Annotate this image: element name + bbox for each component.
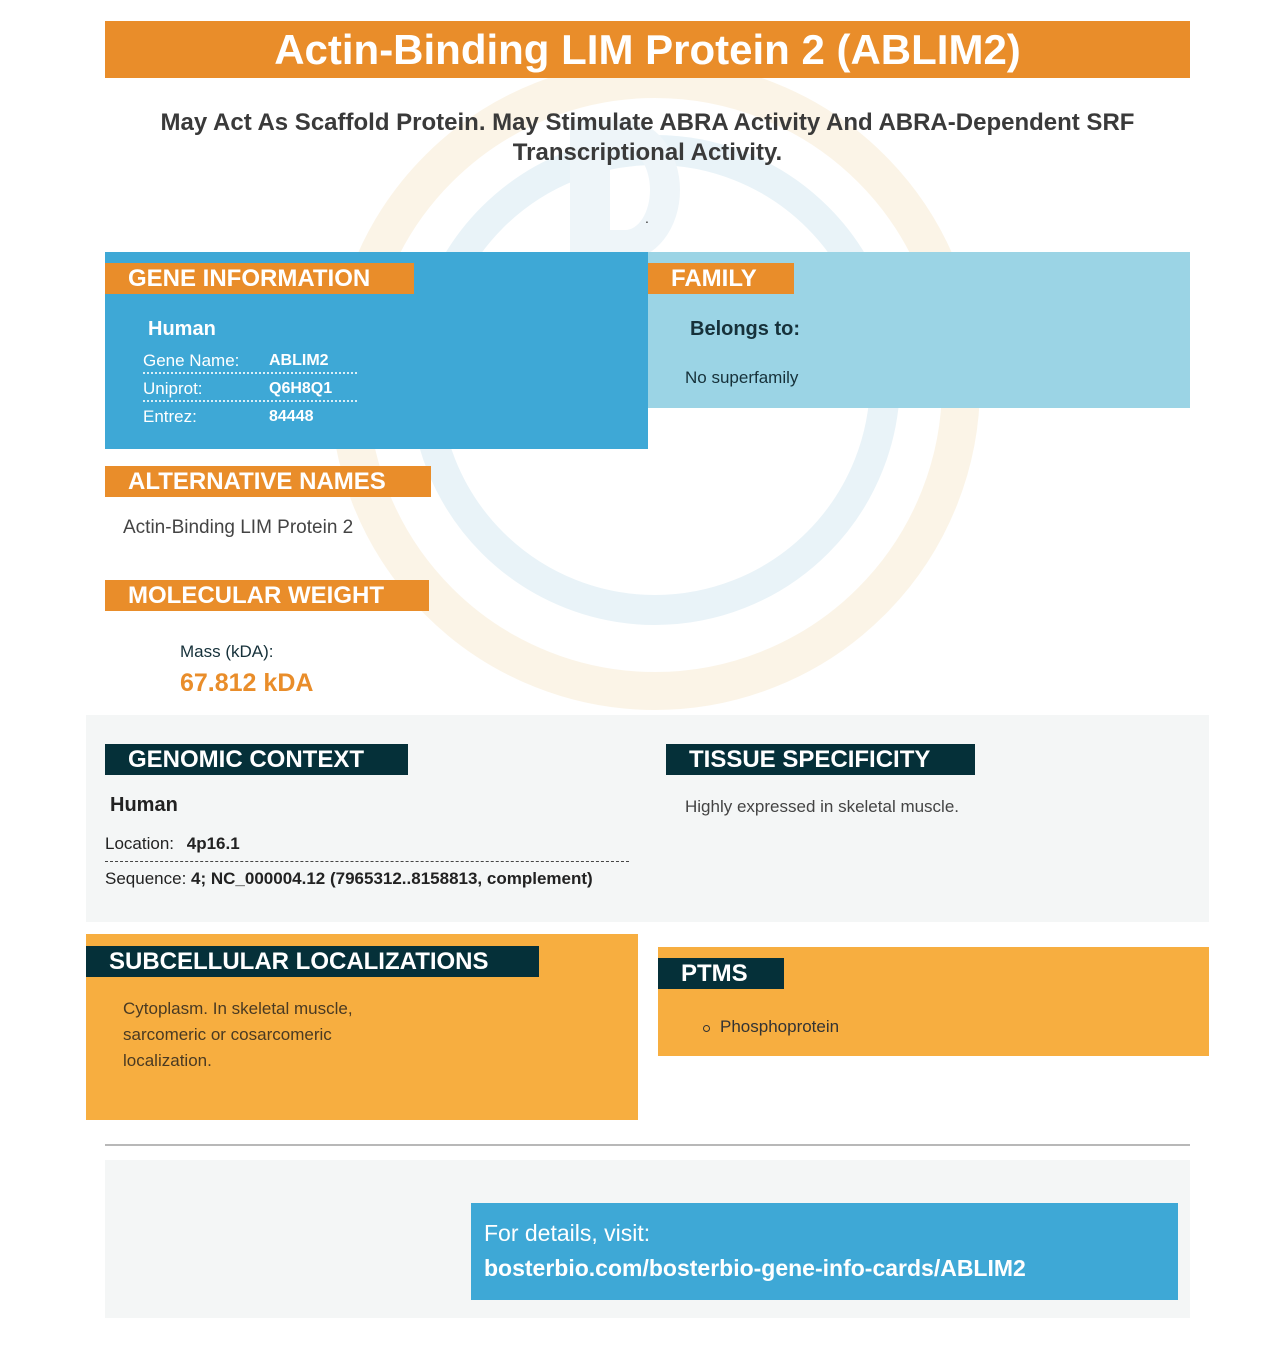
molecular-weight-heading: MOLECULAR WEIGHT	[105, 580, 429, 611]
gene-row-key: Gene Name:	[143, 351, 240, 370]
gene-row-value: ABLIM2	[269, 352, 329, 369]
gene-information-heading: GENE INFORMATION	[105, 263, 414, 294]
bullet-circle-icon	[703, 1025, 710, 1032]
mass-value: 67.812 kDA	[180, 669, 314, 697]
subcellular-heading: SUBCELLULAR LOCALIZATIONS	[86, 946, 539, 977]
mass-label: Mass (kDA):	[180, 642, 274, 661]
genomic-location-label: Location:	[105, 834, 174, 853]
gene-row-uniprot	[143, 375, 357, 402]
genomic-location-row	[105, 834, 240, 854]
genomic-sequence-label: Sequence:	[105, 869, 187, 888]
family-belongs-label: Belongs to:	[690, 318, 800, 340]
visit-box	[471, 1203, 1178, 1300]
gene-row-value: Q6H8Q1	[269, 380, 333, 397]
gene-row-name	[143, 347, 357, 374]
visit-url-link[interactable]: bosterbio.com/bosterbio-gene-info-cards/ABLIM2	[484, 1255, 1026, 1281]
gene-row-key: Entrez:	[143, 407, 197, 426]
page-title: Actin-Binding LIM Protein 2 (ABLIM2)	[105, 21, 1190, 78]
genomic-divider	[105, 861, 629, 862]
family-value: No superfamily	[685, 368, 799, 387]
ptms-heading: PTMS	[658, 958, 784, 989]
subcellular-value: Cytoplasm. In skeletal muscle, sarcomeric or cosarcomeric localization.	[123, 999, 353, 1070]
genomic-location-value: 4p16.1	[186, 834, 240, 853]
visit-label: For details, visit:	[484, 1220, 651, 1246]
gene-row-entrez	[143, 403, 357, 430]
alternative-names-value: Actin-Binding LIM Protein 2	[123, 517, 354, 538]
genomic-sequence-value: 4; NC_000004.12 (7965312..8158813, complement)	[191, 869, 593, 888]
gene-row-value: 84448	[269, 408, 314, 425]
tissue-specificity-heading: TISSUE SPECIFICITY	[666, 744, 975, 775]
genomic-organism: Human	[110, 794, 178, 816]
tissue-specificity-value: Highly expressed in skeletal muscle.	[685, 797, 960, 816]
page-subtitle: May Act As Scaffold Protein. May Stimulate ABRA Activity And ABRA-Dependent SRF Transcriptional Activity.	[160, 109, 1135, 166]
ptm-list-item: Phosphoprotein	[720, 1017, 840, 1036]
gene-organism: Human	[148, 318, 216, 340]
genomic-sequence-row	[105, 869, 593, 889]
genomic-context-heading: GENOMIC CONTEXT	[105, 744, 408, 775]
alternative-names-heading: ALTERNATIVE NAMES	[105, 466, 431, 497]
footer-divider	[105, 1144, 1190, 1146]
stray-dot: .	[645, 210, 649, 226]
family-heading: FAMILY	[648, 263, 794, 294]
gene-row-key: Uniprot:	[143, 379, 203, 398]
